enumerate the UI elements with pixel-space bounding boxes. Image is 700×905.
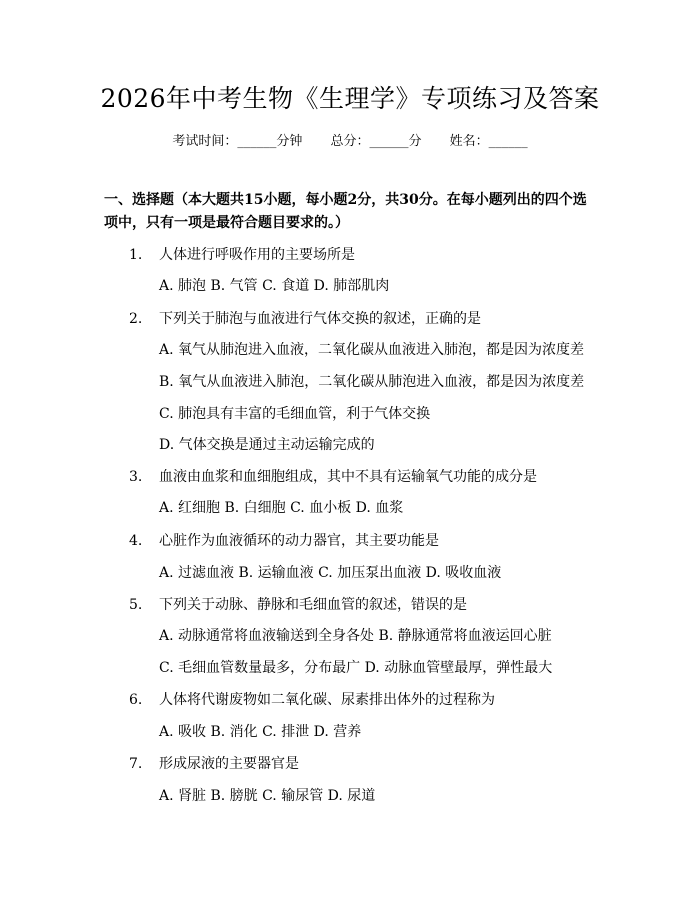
question-text: 人体将代谢废物如二氧化碳、尿素排出体外的过程称为 (159, 692, 495, 708)
question-option: A. 吸收 B. 消化 C. 排泄 D. 营养 (159, 724, 362, 740)
question-number: 6. (129, 692, 143, 708)
question-text: 形成尿液的主要器官是 (159, 756, 299, 772)
name-field: 姓名：______ (449, 134, 528, 149)
question-text: 心脏作为血液循环的动力器官，其主要功能是 (159, 533, 439, 549)
question-option: C. 毛细血管数量最多，分布最广 D. 动脉血管壁最厚，弹性最大 (159, 660, 553, 676)
question-option: A. 氧气从肺泡进入血液，二氧化碳从血液进入肺泡，都是因为浓度差 (159, 342, 585, 358)
question-text: 下列关于肺泡与血液进行气体交换的叙述，正确的是 (159, 311, 481, 327)
exam-meta (0, 132, 700, 152)
question-text: 血液由血浆和血细胞组成，其中不具有运输氧气功能的成分是 (159, 469, 537, 485)
question-option: C. 肺泡具有丰富的毛细血管，利于气体交换 (159, 406, 431, 422)
question-number: 1. (129, 247, 143, 263)
question-option: A. 过滤血液 B. 运输血液 C. 加压泵出血液 D. 吸收血液 (159, 565, 502, 581)
question-number: 7. (129, 756, 143, 772)
question-text: 下列关于动脉、静脉和毛细血管的叙述，错误的是 (159, 597, 467, 613)
question-option: D. 气体交换是通过主动运输完成的 (159, 437, 375, 453)
question-option: B. 氧气从血液进入肺泡，二氧化碳从肺泡进入血液，都是因为浓度差 (159, 374, 585, 390)
question-number: 5. (129, 597, 143, 613)
question-option: A. 肾脏 B. 膀胱 C. 输尿管 D. 尿道 (159, 788, 376, 804)
total-score-field: 总分：______分 (330, 134, 422, 149)
question-number: 4. (129, 533, 143, 549)
question-number: 3. (129, 469, 143, 485)
question-option: A. 动脉通常将血液输送到全身各处 B. 静脉通常将血液运回心脏 (159, 628, 552, 644)
question-option: A. 红细胞 B. 白细胞 C. 血小板 D. 血浆 (159, 500, 404, 516)
question-option: A. 肺泡 B. 气管 C. 食道 D. 肺部肌肉 (159, 278, 390, 294)
exam-time-field: 考试时间：______分钟 (172, 134, 303, 149)
section-heading: 一、选择题（本大题共15小题，每小题2分，共30分。在每小题列出的四个选项中，只有一项是最符合题目要求的。） (104, 192, 587, 231)
question-text: 人体进行呼吸作用的主要场所是 (159, 247, 355, 263)
page-title: 2026年中考生物《生理学》专项练习及答案 (100, 84, 600, 113)
question-number: 2. (129, 311, 143, 327)
